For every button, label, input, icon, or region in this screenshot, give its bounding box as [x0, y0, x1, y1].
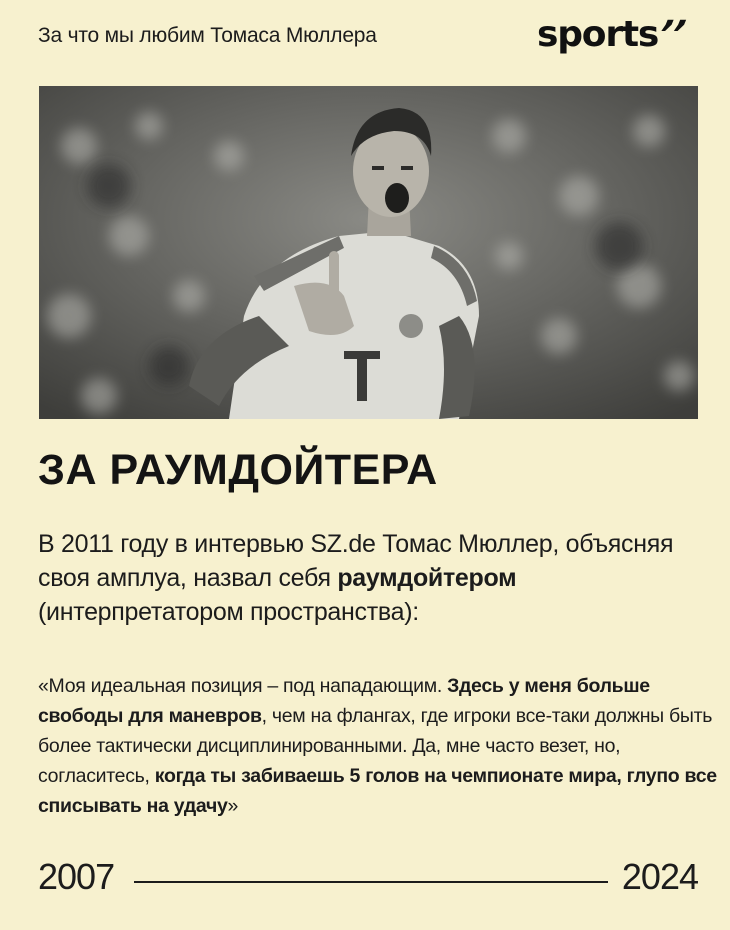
player-photo: [39, 86, 698, 419]
lead-text-2: (интерпретатором пространства):: [38, 598, 419, 626]
lead-paragraph: [38, 527, 708, 629]
sports-logo[interactable]: [537, 14, 688, 55]
quote-text-1: «Моя идеальная позиция – под нападающим.: [38, 675, 448, 697]
timeline-start-year: 2007: [38, 856, 115, 897]
logo-text: sports: [537, 14, 659, 55]
quote-text-2: , чем на флангах, где игроки все-таки должны быть более тактически дисциплинированными. Да, мне часто везет, но, согласитесь,: [38, 705, 713, 787]
player-quote: [38, 671, 718, 821]
header-title: За что мы любим Томаса Мюллера: [38, 24, 377, 47]
football-player-photo-icon: [39, 86, 698, 419]
career-timeline: [38, 856, 698, 906]
lead-bold-term: раумдойтером: [337, 564, 517, 592]
quote-bold-2: когда ты забиваешь 5 голов на чемпионате мира, глупо все списывать на удачу: [38, 765, 717, 817]
quote-text-3: »: [227, 795, 239, 817]
lead-text-1: В 2011 году в интервью SZ.de Томас Мюллер, объясняя своя амплуа, назвал себя: [38, 530, 674, 592]
timeline-end-year: 2024: [621, 856, 698, 897]
logo-mark: ’’: [653, 14, 688, 55]
timeline-line: [134, 881, 608, 883]
quote-bold-1: Здесь у меня больше свободы для маневров: [38, 675, 650, 727]
section-headline: ЗА РАУМДОЙТЕРА: [38, 446, 438, 494]
